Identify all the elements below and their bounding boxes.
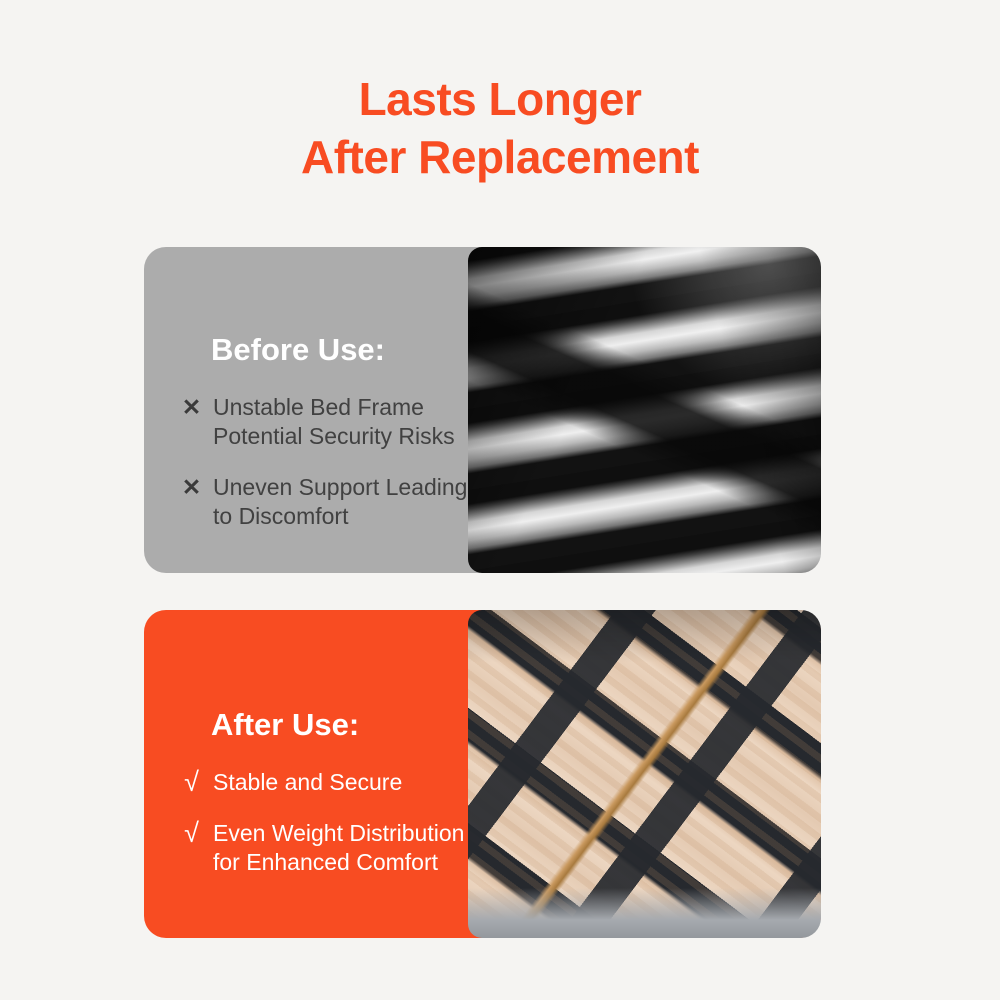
list-item-text [213, 768, 402, 797]
list-item [180, 393, 468, 451]
check-mark-icon: √ [184, 767, 199, 797]
list-item [180, 819, 468, 877]
after-use-photo [468, 610, 821, 938]
before-use-heading: Before Use: [211, 332, 385, 367]
list-item-line-2: to Discomfort [213, 503, 349, 529]
after-use-card [144, 610, 821, 938]
page-title-line-2: After Replacement [301, 131, 699, 183]
list-item-line-2: Potential Security Risks [213, 423, 455, 449]
list-item-text [213, 393, 455, 451]
list-item [180, 768, 468, 797]
list-item-text [213, 819, 464, 877]
check-mark-icon: √ [184, 818, 199, 848]
page-title-line-1: Lasts Longer [358, 73, 642, 125]
after-use-text-panel [144, 610, 474, 938]
x-mark-icon: ✕ [181, 474, 202, 500]
before-use-item-list [181, 393, 468, 531]
before-use-text-panel [144, 247, 474, 573]
list-item-line-2: for Enhanced Comfort [213, 849, 439, 875]
list-item-line-1: Stable and Secure [213, 769, 403, 795]
list-item [180, 473, 468, 531]
after-use-heading: After Use: [211, 707, 360, 742]
before-use-photo [468, 247, 821, 573]
after-use-item-list [184, 767, 468, 877]
list-item-text [213, 473, 467, 531]
page-title [0, 70, 1000, 186]
x-mark-icon: ✕ [181, 394, 202, 420]
before-use-card [144, 247, 821, 573]
list-item-line-1: Uneven Support Leading [213, 474, 468, 500]
list-item-line-1: Even Weight Distribution [213, 820, 465, 846]
list-item-line-1: Unstable Bed Frame [213, 394, 424, 420]
